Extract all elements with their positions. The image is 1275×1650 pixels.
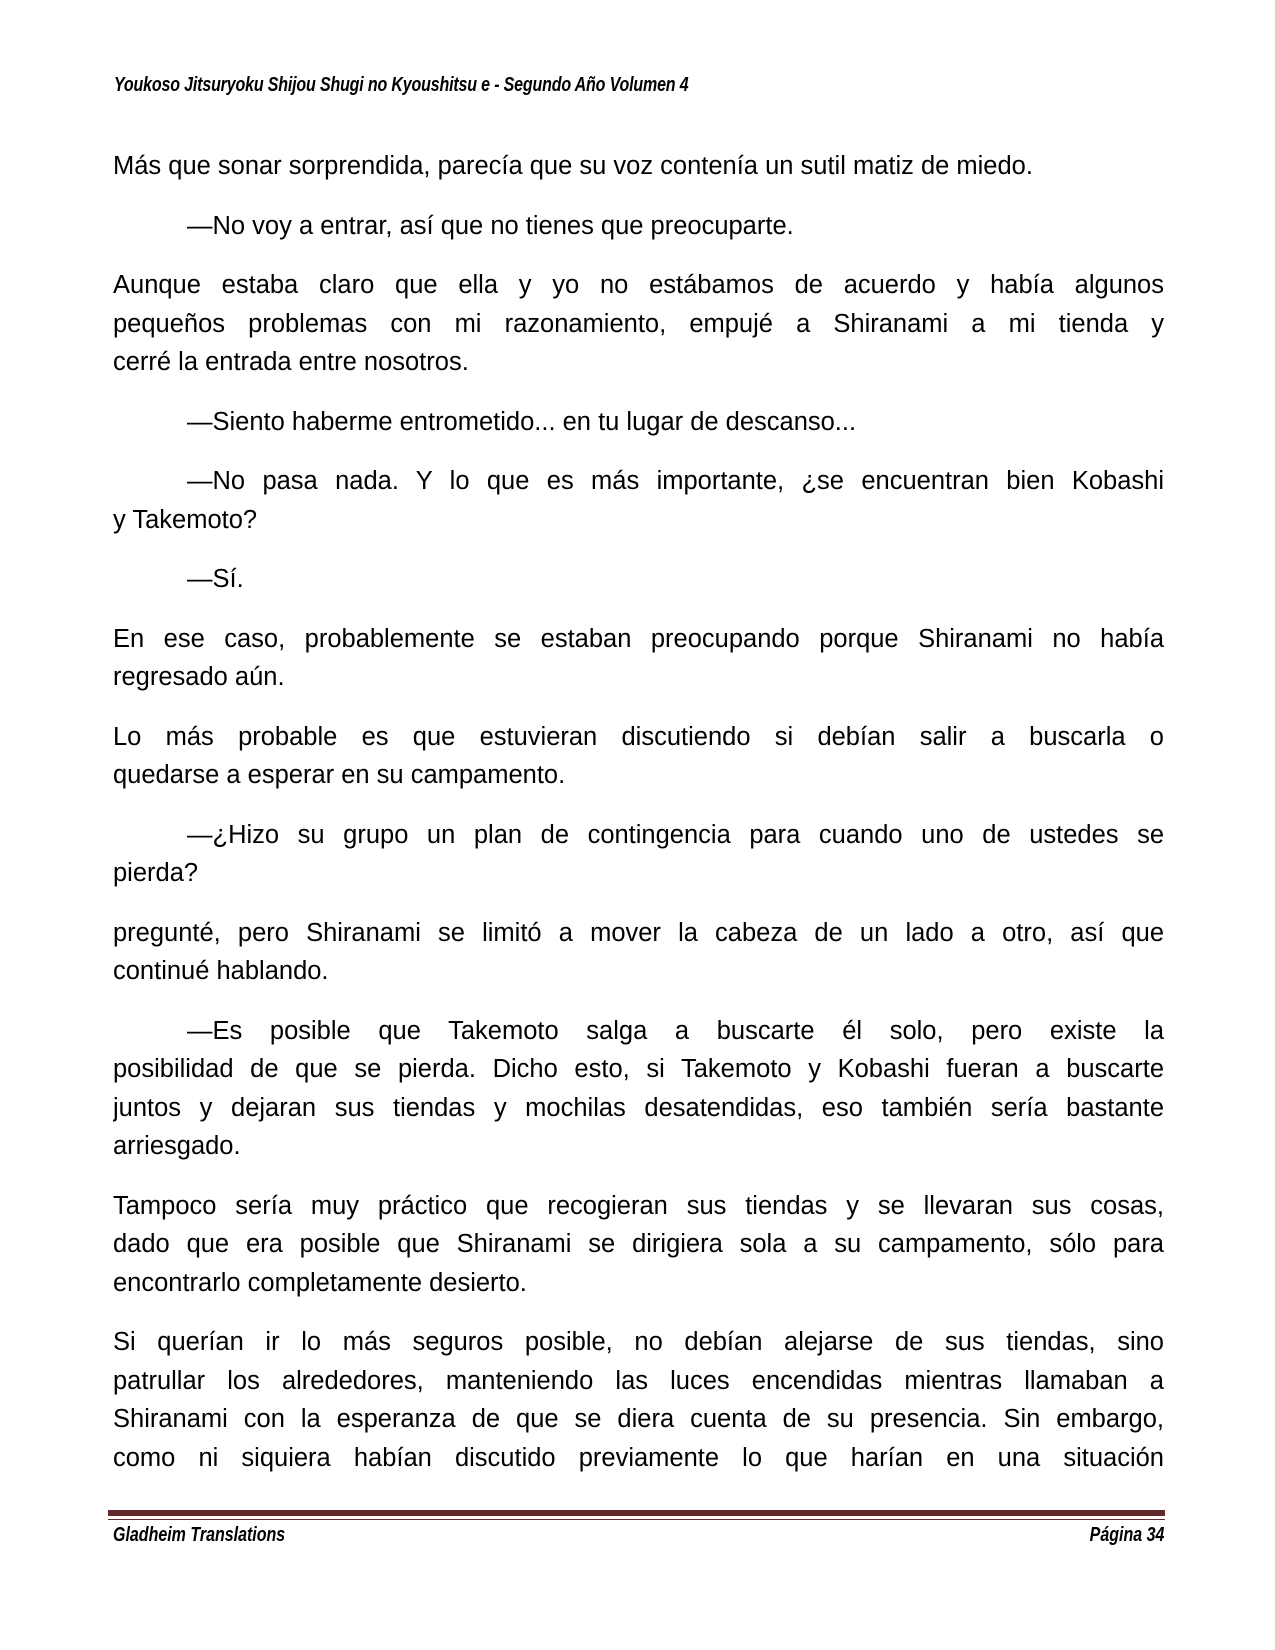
dialogue-paragraph [113,403,1164,442]
text-line: —Siento haberme entrometido... en tu lugar de descanso... [187,407,857,436]
footer-rule-thick [108,1510,1165,1516]
text-line: pierda? [113,859,199,887]
paragraph [113,914,1164,991]
footer-publisher: Gladheim Translations [113,1524,286,1546]
text-line: arriesgado. [113,1132,241,1160]
paragraph [113,620,1164,697]
text-line: continué hablando. [113,957,329,985]
text-line: —¿Hizo su grupo un plan de contingencia para cuando uno de ustedes se [187,820,1164,849]
running-header: Youkoso Jitsuryoku Shijou Shugi no Kyoushitsu e - Segundo Año Volumen 4 [114,74,689,96]
text-line: —No voy a entrar, así que no tienes que preocuparte. [187,211,794,240]
dialogue-paragraph [113,207,1164,246]
text-line: posibilidad de que se pierda. Dicho esto, si Takemoto y Kobashi fueran a buscarte [113,1055,1164,1083]
body-text [113,147,1164,1498]
dialogue-paragraph [113,462,1164,539]
dialogue-paragraph [113,1012,1164,1166]
text-line: En ese caso, probablemente se estaban preocupando porque Shiranami no había [113,624,1164,653]
footer-page-number: Página 34 [1089,1524,1164,1546]
text-line: —Es posible que Takemoto salga a buscarte él solo, pero existe la [187,1016,1164,1045]
dialogue-paragraph [113,816,1164,893]
text-line: Más que sonar sorprendida, parecía que su voz contenía un sutil matiz de miedo. [113,152,1033,180]
text-line: y Takemoto? [113,505,258,534]
paragraph [113,1323,1164,1477]
paragraph [113,1187,1164,1303]
text-line: como ni siquiera habían discutido previamente lo que harían en una situación [113,1443,1164,1472]
text-line: Lo más probable es que estuvieran discutiendo si debían salir a buscarla o [113,722,1164,751]
text-line: cerré la entrada entre nosotros. [113,348,469,376]
text-line: pequeños problemas con mi razonamiento, empujé a Shiranami a mi tienda y [113,309,1164,338]
text-line: patrullar los alrededores, manteniendo las luces encendidas mientras llamaban a [113,1366,1164,1395]
text-line: Si querían ir lo más seguros posible, no debían alejarse de sus tiendas, sino [113,1328,1164,1356]
text-line: juntos y dejaran sus tiendas y mochilas desatendidas, eso también sería bastante [113,1093,1164,1122]
dialogue-paragraph [113,560,1164,599]
text-line: encontrarlo completamente desierto. [113,1268,527,1297]
text-line: Shiranami con la esperanza de que se diera cuenta de su presencia. Sin embargo, [113,1405,1164,1433]
paragraph [113,266,1164,382]
paragraph [113,147,1164,186]
text-line: Tampoco sería muy práctico que recogieran sus tiendas y se llevaran sus cosas, [113,1191,1164,1220]
text-line: dado que era posible que Shiranami se dirigiera sola a su campamento, sólo para [113,1230,1164,1258]
text-line: regresado aún. [113,663,285,691]
text-line: Aunque estaba claro que ella y yo no estábamos de acuerdo y había algunos [113,271,1164,299]
text-line: quedarse a esperar en su campamento. [113,761,566,789]
text-line: pregunté, pero Shiranami se limitó a mover la cabeza de un lado a otro, así que [113,918,1164,947]
text-line: —Sí. [187,565,244,593]
paragraph [113,718,1164,795]
text-line: —No pasa nada. Y lo que es más importante, ¿se encuentran bien Kobashi [187,467,1164,495]
footer-rule-thin [108,1519,1165,1520]
